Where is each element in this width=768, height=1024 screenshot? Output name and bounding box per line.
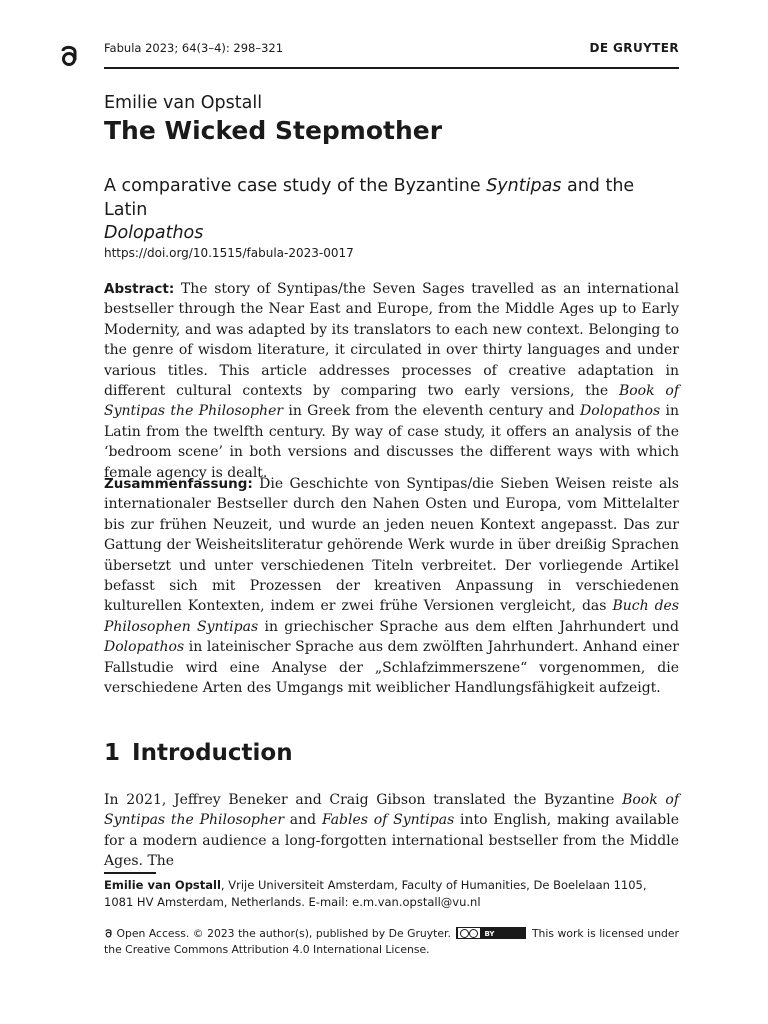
open-access-small-icon — [104, 928, 113, 938]
article-title: The Wicked Stepmother — [104, 116, 443, 145]
intro-paragraph: In 2021, Jeffrey Beneker and Craig Gibson translated the Byzantine Book of Syntipas the Philosopher and Fables of Syntipas into English, making available for a modern audience a long-forgotten international bestseller from the Middle Ages. The — [104, 792, 679, 870]
abstract-label: Abstract: — [104, 281, 175, 297]
footnote-divider — [104, 872, 156, 874]
zusammenfassung: Zusammenfassung: Die Geschichte von Syntipas/die Sieben Weisen reiste als internationaler Bestseller durch den Nahen Osten und Europa, vom Mittelalter bis zur frühen Neuzeit, und wurde an jeden neuen Kontext angepasst. Das zur Gattung der Weisheitsliteratur gehörende Werk wurde in über dreißig Sprachen übersetzt und unter verschiedenen Titeln verbreitet. Der vorliegende Artikel befasst sich mit Prozessen der kreativen Anpassung in verschiedenen kulturellen Kontexten, indem er zwei frühe Versionen vergleicht, das Buch des Philosophen Syntipas in griechischer Sprache aus dem elften Jahrhundert und Dolopathos in lateinischer Sprache aus dem zwölften Jahrhundert. Anhand einer Fallstudie wird eine Analyse der „Schlafzimmerszene“ vorgenommen, die verschiedene Arten des Umgangs mit weiblicher Handlungsfähigkeit aufzeigt. — [104, 476, 680, 697]
page-header — [104, 40, 679, 69]
author-affiliation: Emilie van Opstall, Vrije Universiteit Amsterdam, Faculty of Humanities, De Boelelaan 1105, 1081 HV Amsterdam, Netherlands. E-mail: e.m.van.opstall@vu.nl — [104, 878, 647, 909]
journal-citation: Fabula 2023; 64(3–4): 298–321 — [104, 41, 284, 55]
section-heading — [104, 740, 293, 766]
article-subtitle: A comparative case study of the Byzantine Syntipas and the Latin Dolopathos — [104, 176, 635, 243]
license-note: Open Access. © 2023 the author(s), published by De Gruyter. BY This work is licensed under the Creative Commons Attribution 4.0 International License. — [104, 927, 679, 956]
publisher-logo: DE GRUYTER — [589, 41, 679, 55]
abstract: Abstract: The story of Syntipas/the Seven Sages travelled as an international bestseller through the Near East and Europe, from the Middle Ages up to Early Modernity, and was adapted by its translators to each new context. Belonging to the genre of wisdom literature, it circulated in over thirty languages and under various titles. This article addresses processes of creative adaptation in different cultural contexts by comparing two early versions, the Book of Syntipas the Philosopher in Greek from the eleventh century and Dolopathos in Latin from the twelfth century. By way of case study, it offers an analysis of the ‘bedroom scene’ in both versions and discusses the different ways with which female agency is dealt. — [104, 281, 679, 481]
cc-by-badge[interactable]: BY — [456, 927, 526, 939]
section-title: Introduction — [132, 740, 293, 766]
article-author: Emilie van Opstall — [104, 93, 263, 113]
zusammenfassung-label: Zusammenfassung: — [104, 476, 253, 492]
doi-link[interactable]: https://doi.org/10.1515/fabula-2023-0017 — [104, 246, 354, 260]
open-access-icon — [58, 43, 80, 67]
section-number: 1 — [104, 740, 121, 766]
